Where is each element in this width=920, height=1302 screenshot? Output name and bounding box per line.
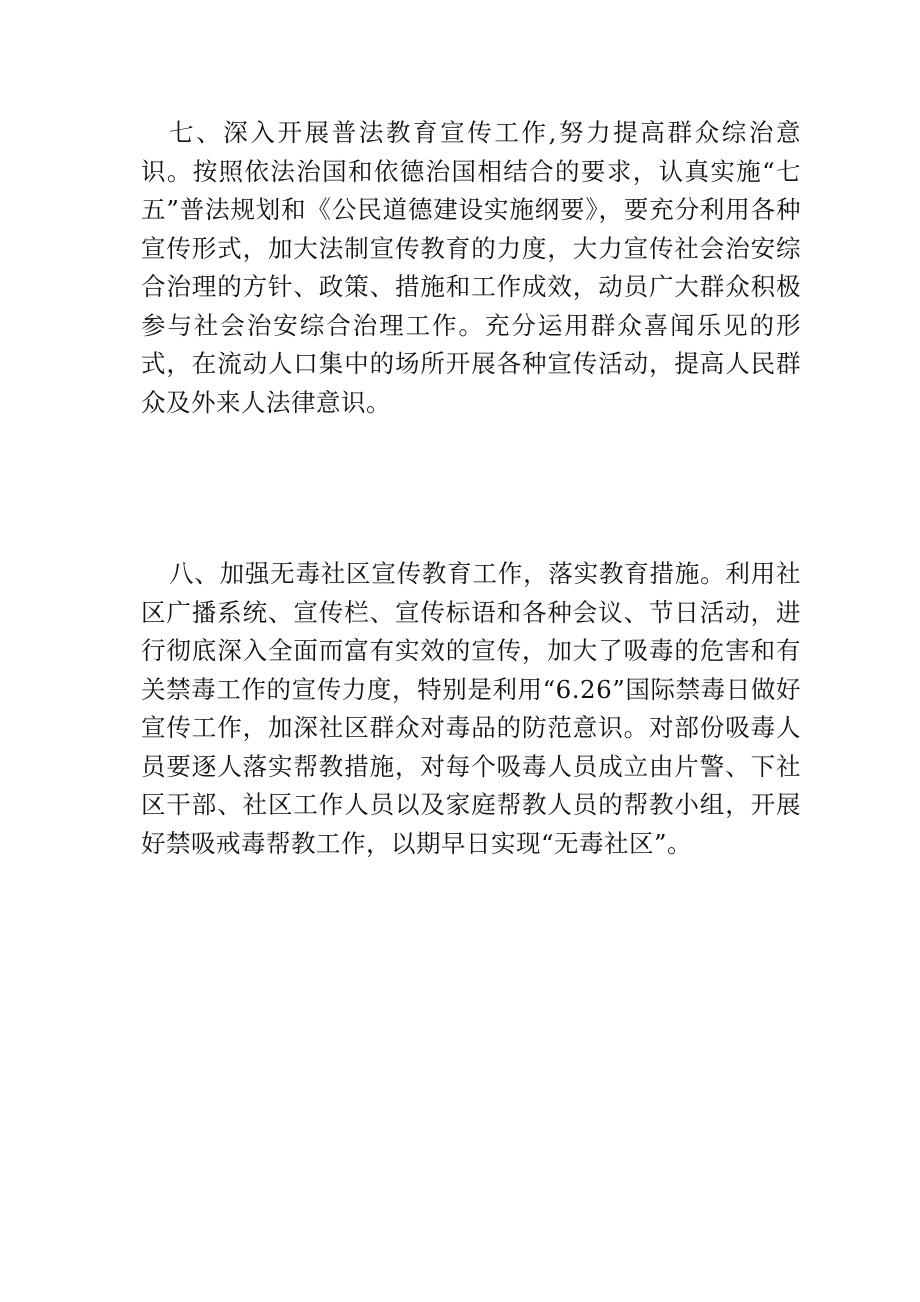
paragraph-section-8: 八、加强无毒社区宣传教育工作，落实教育措施。利用社区广播系统、宣传栏、宣传标语和各种会议、节日活动，进行彻底深入全面而富有实效的宣传，加大了吸毒的危害和有关禁毒工作的宣传力度，特别是利用“6.26”国际禁毒日做好宣传工作，加深社区群众对毒品的防范意识。对部份吸毒人员要逐人落实帮教措施，对每个吸毒人员成立由片警、下社区干部、社区工作人员以及家庭帮教人员的帮教小组，开展好禁吸戒毒帮教工作，以期早日实现“无毒社区”。 (141, 559, 801, 858)
paragraph-section-7: 七、深入开展普法教育宣传工作,努力提高群众综治意识。按照依法治国和依德治国相结合的要求，认真实施“七五”普法规划和《公民道德建设实施纲要》，要充分利用各种宣传形式，加大法制宣传教育的力度，大力宣传社会治安综合治理的方针、政策、措施和工作成效，动员广大群众积极参与社会治安综合治理工作。充分运用群众喜闻乐见的形式，在流动人口集中的场所开展各种宣传活动，提高人民群众及外来人法律意识。 (141, 118, 801, 417)
